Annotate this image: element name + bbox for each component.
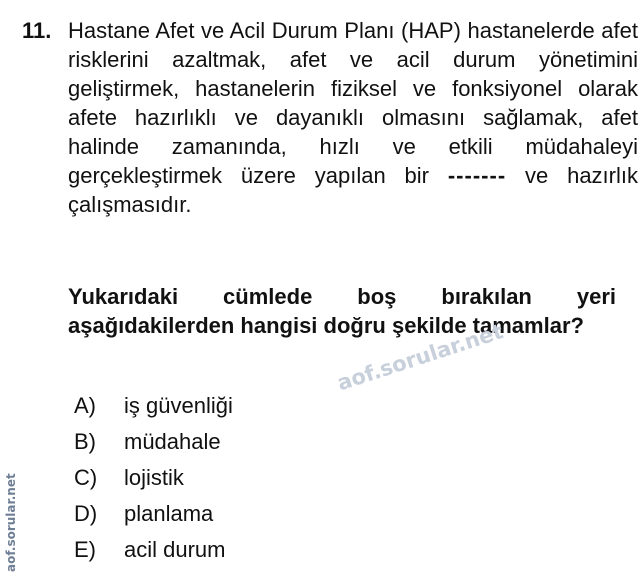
question-text-after-blank: ve hazırlık çalışmasıdır. (68, 163, 638, 217)
question-prompt: Yukarıdaki cümlede boş bırakılan yeri aşağıdakilerden hangisi doğru şekilde tamamlar? (68, 284, 616, 338)
watermark-center: aof.sorular.net (334, 319, 507, 396)
option-c[interactable] (74, 460, 233, 496)
option-letter: E) (74, 537, 96, 562)
option-text: acil durum (124, 537, 226, 562)
question-number: 11. (22, 18, 52, 43)
option-text: müdahale (124, 429, 221, 454)
option-b[interactable] (74, 424, 233, 460)
watermark-side: aof.sorular.net (4, 473, 18, 572)
question-text-before-blank: Hastane Afet ve Acil Durum Planı (HAP) hastanelerde afet risklerini azaltmak, afet ve acil durum yönetimini geliştirmek, hastanelerin fiziksel ve fonksiyonel olarak afete hazırlıklı ve dayanıklı olmasını sağlamak, afet halinde zamanında, hızlı ve etkili müdahaleyi gerçekleştirmek üzere yapılan bir (68, 18, 638, 188)
option-text: lojistik (124, 465, 184, 490)
option-text: iş güvenliği (124, 393, 233, 418)
option-letter: B) (74, 429, 96, 454)
option-letter: C) (74, 465, 98, 490)
question-blank: ------- (447, 163, 507, 188)
answer-options (74, 388, 233, 568)
option-letter: D) (74, 501, 98, 526)
option-e[interactable] (74, 532, 233, 568)
option-a[interactable] (74, 388, 233, 424)
option-text: planlama (124, 501, 214, 526)
option-d[interactable] (74, 496, 233, 532)
option-letter: A) (74, 393, 96, 418)
question-text (68, 16, 638, 219)
